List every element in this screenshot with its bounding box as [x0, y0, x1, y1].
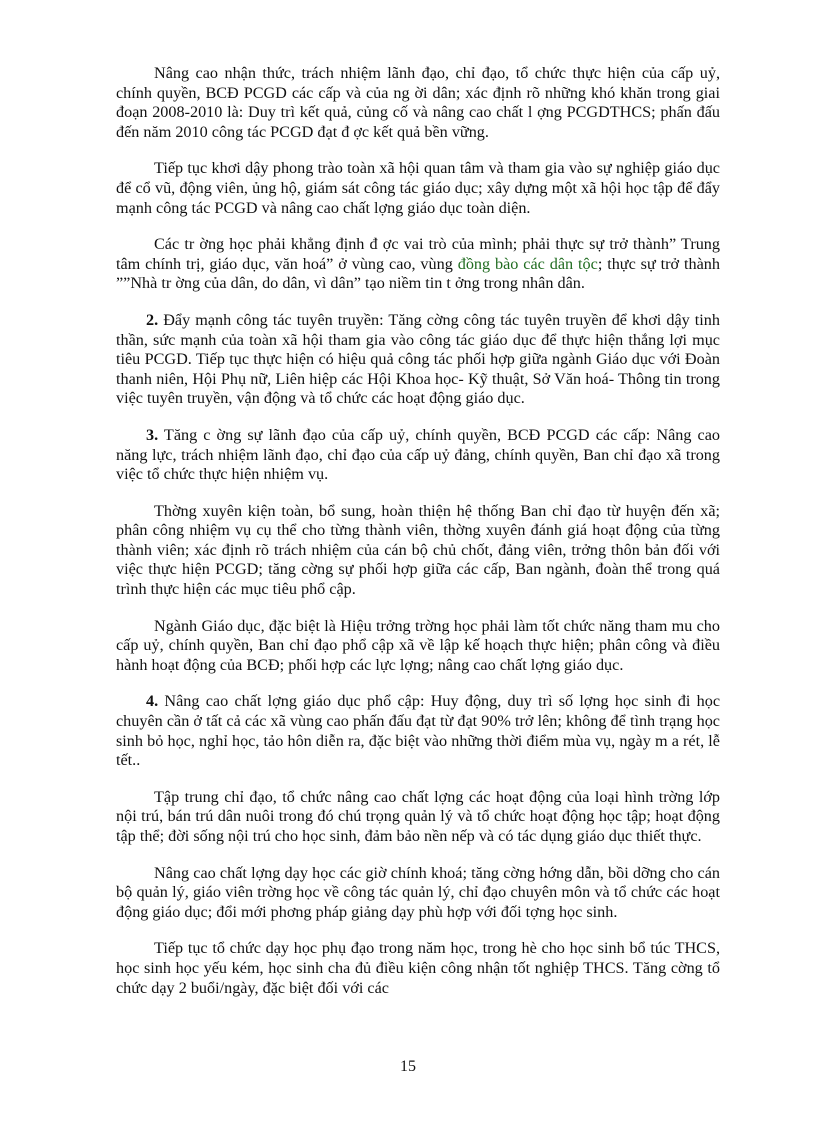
paragraph-2-text: Tiếp tục khơi dậy phong trào toàn xã hội quan tâm và tham gia vào sự nghiệp giáo dục để cổ vũ, động viên, ủng hộ, giám sát công tác giáo dục; xây dựng một xã hội học tập để đẩy mạnh công tác PCGD và nâng cao chất lợng giáo dục toàn diện.	[116, 159, 720, 217]
paragraph-6-text: Thờng xuyên kiện toàn, bổ sung, hoàn thiện hệ thống Ban chỉ đạo từ huyện đến xã; phân công nhiệm vụ cụ thể cho từng thành viên, thờng xuyên đánh giá hoạt động của từng thành viên; xác định rõ trách nhiệm của cán bộ chủ chốt, đảng viên, trởng thôn bản đối với việc thực hiện PCGD; tăng cờng sự phối hợp giữa các cấp, Ban ngành, đoàn thể trong quá trình thực hiện các mục tiêu phổ cập.	[116, 501, 720, 599]
paragraph-3	[116, 235, 720, 294]
section-2-paragraph	[116, 311, 720, 409]
section-4-paragraph	[116, 692, 720, 770]
paragraph-11-text: Tiếp tục tổ chức dạy học phụ đạo trong năm học, trong hè cho học sinh bổ túc THCS, học sinh học yếu kém, học sinh cha đủ điều kiện công nhận tốt nghiệp THCS. Tăng cờng tổ chức dạy 2 buổi/ngày, đặc biệt đối với các	[116, 939, 720, 997]
paragraph-11	[116, 939, 720, 998]
paragraph-6	[116, 502, 720, 600]
section-2-text: Đẩy mạnh công tác tuyên truyền: Tăng cờng công tác tuyên truyền để khơi dậy tinh thần, sức mạnh của toàn xã hội tham gia vào công tác giáo dục để thực hiện thắng lợi mục tiêu PCGD. Tiếp tục thực hiện có hiệu quả công tác phối hợp giữa ngành Giáo dục với Đoàn thanh niên, Hội Phụ nữ, Liên hiệp các Hội Khoa học- Kỹ thuật, Sở Văn hoá- Thông tin trong việc tuyên truyền, vận động và tổ chức các hoạt động giáo dục.	[116, 310, 720, 408]
paragraph-10	[116, 864, 720, 923]
section-4-number: 4.	[146, 692, 159, 711]
paragraph-3-text-after: ; thực sự trở thành ””Nhà tr ờng của dân, do dân, vì dân” tạo niềm tin t ởng trong nhân dân.	[116, 254, 720, 293]
paragraph-9-text: Tập trung chỉ đạo, tổ chức nâng cao chất lợng các hoạt động của loại hình trờng lớp nội trú, bán trú dân nuôi trong đó chú trọng quản lý và tổ chức hoạt động học tập; hoạt động tập thể; đời sống nội trú cho học sinh, đảm bảo nền nếp và có tác dụng giáo dục thiết thực.	[116, 787, 720, 845]
section-2-number: 2.	[146, 310, 159, 329]
paragraph-9	[116, 788, 720, 847]
paragraph-7	[116, 617, 720, 676]
section-3-number: 3.	[146, 425, 159, 444]
section-4-text: Nâng cao chất lợng giáo dục phổ cập: Huy động, duy trì số lợng học sinh đi học chuyên cần ở tất cả các xã vùng cao phấn đấu đạt từ đạt 90% trở lên; không để tình trạng học sinh bỏ học, nghỉ học, tảo hôn diễn ra, đặc biệt vào những thời điểm mùa vụ, ngày m a rét, lễ tết..	[116, 692, 720, 770]
paragraph-1	[116, 64, 720, 142]
paragraph-10-text: Nâng cao chất lợng dạy học các giờ chính khoá; tăng cờng hớng dẫn, bồi dỡng cho cán bộ quản lý, giáo viên trờng học về công tác quản lý, chỉ đạo chuyên môn và tổ chức các hoạt động giáo dục; đổi mới phơng pháp giảng dạy phù hợp với đối tợng học sinh.	[116, 863, 720, 921]
paragraph-7-text: Ngành Giáo dục, đặc biệt là Hiệu trởng trờng học phải làm tốt chức năng tham mu cho cấp uỷ, chính quyền, Ban chỉ đạo phổ cập xã về lập kế hoạch thực hiện; phân công và điều hành hoạt động của BCĐ; phối hợp các lực lợng; nâng cao chất lợng giáo dục.	[116, 616, 720, 674]
section-3-text: Tăng c ờng sự lãnh đạo của cấp uỷ, chính quyền, BCĐ PCGD các cấp: Nâng cao năng lực, trách nhiệm lãnh đạo, chỉ đạo của cấp uỷ đảng, chính quyền, Ban chỉ đạo xã trong việc tổ chức thực hiện nhiệm vụ.	[116, 425, 720, 484]
section-3-paragraph	[116, 426, 720, 485]
paragraph-3-highlight: đồng bào các dân tộc	[457, 254, 598, 273]
paragraph-2	[116, 159, 720, 218]
page-number: 15	[400, 1058, 416, 1075]
paragraph-1-text: Nâng cao nhận thức, trách nhiệm lãnh đạo, chỉ đạo, tổ chức thực hiện của cấp uỷ, chính quyền, BCĐ PCGD các cấp và của ng ời dân; xác định rõ những khó khăn trong giai đoạn 2008-2010 là: Duy trì kết quả, củng cố và nâng cao chất l ợng PCGDTHCS; phấn đấu đến năm 2010 công tác PCGD đạt đ ợc kết quả bền vững.	[116, 64, 720, 141]
paragraph-3-text-before: Các tr ờng học phải khẳng định đ ợc vai trò của mình; phải thực sự trở thành” Trung tâm chính trị, giáo dục, văn hoá” ở vùng cao, vùng	[116, 235, 720, 273]
document-body	[116, 64, 720, 1015]
